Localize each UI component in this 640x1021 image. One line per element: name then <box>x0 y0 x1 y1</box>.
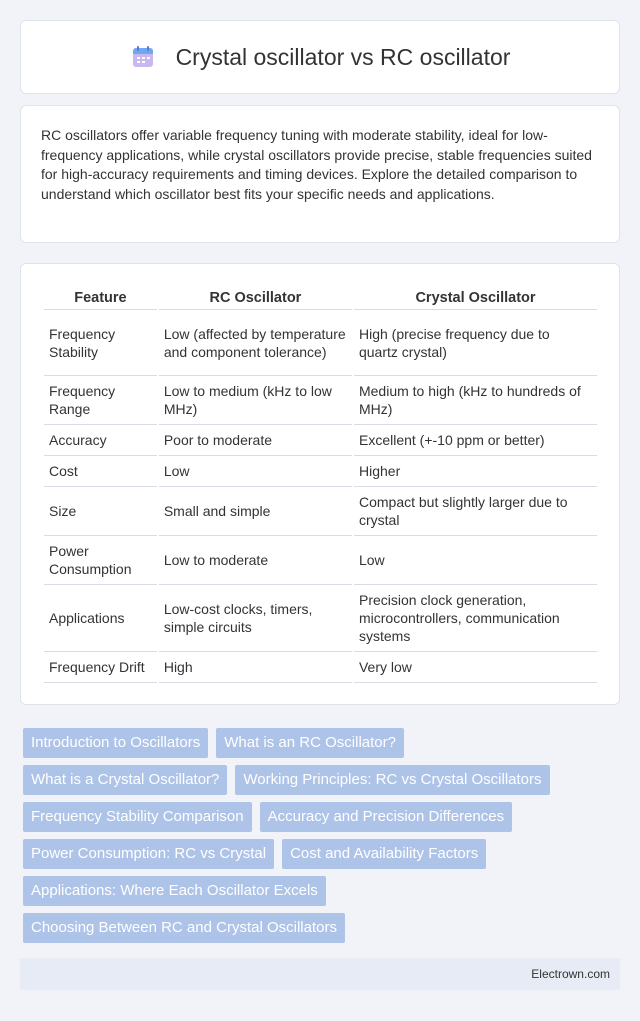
header-rc-oscillator: RC Oscillator <box>159 282 352 310</box>
header-feature: Feature <box>44 282 157 310</box>
tag-row <box>23 765 603 795</box>
table-cell-rc: Poor to moderate <box>159 425 352 456</box>
title-card <box>20 20 620 94</box>
table-cell-crystal: Higher <box>354 456 597 487</box>
header-crystal-oscillator: Crystal Oscillator <box>354 282 597 310</box>
comparison-table-card <box>20 263 620 705</box>
tag-row <box>23 839 603 869</box>
table-row <box>44 585 597 652</box>
table-cell-feature: Accuracy <box>44 425 157 456</box>
table-cell-rc: Low <box>159 456 352 487</box>
tag-link[interactable]: What is a Crystal Oscillator? <box>23 765 227 795</box>
topic-tags <box>23 728 603 950</box>
tag-row <box>23 802 603 832</box>
table-row <box>44 425 597 456</box>
table-cell-feature: Frequency Stability <box>44 310 157 376</box>
tag-link[interactable]: Choosing Between RC and Crystal Oscillators <box>23 913 345 943</box>
table-cell-rc: Low (affected by temperature and component tolerance) <box>159 310 352 376</box>
tag-link[interactable]: Applications: Where Each Oscillator Excels <box>23 876 326 906</box>
table-cell-crystal: Excellent (+-10 ppm or better) <box>354 425 597 456</box>
footer <box>20 958 620 990</box>
table-cell-feature: Cost <box>44 456 157 487</box>
tag-link[interactable]: Working Principles: RC vs Crystal Oscillators <box>235 765 549 795</box>
table-row <box>44 487 597 536</box>
table-cell-crystal: Medium to high (kHz to hundreds of MHz) <box>354 376 597 425</box>
table-cell-feature: Power Consumption <box>44 536 157 585</box>
table-cell-rc: Low to medium (kHz to low MHz) <box>159 376 352 425</box>
table-cell-feature: Size <box>44 487 157 536</box>
table-cell-rc: Low-cost clocks, timers, simple circuits <box>159 585 352 652</box>
tag-link[interactable]: Accuracy and Precision Differences <box>260 802 513 832</box>
table-cell-rc: Small and simple <box>159 487 352 536</box>
tag-row <box>23 728 603 758</box>
table-row <box>44 652 597 683</box>
table-cell-crystal: Precision clock generation, microcontrollers, communication systems <box>354 585 597 652</box>
table-cell-feature: Frequency Range <box>44 376 157 425</box>
table-header-row <box>44 282 597 310</box>
table-cell-rc: Low to moderate <box>159 536 352 585</box>
tag-link[interactable]: What is an RC Oscillator? <box>216 728 404 758</box>
tag-link[interactable]: Cost and Availability Factors <box>282 839 486 869</box>
intro-text: RC oscillators offer variable frequency tuning with moderate stability, ideal for low-frequency applications, while crystal oscillators provide precise, stable frequencies suited for high-accuracy requirements and timing devices. Explore the detailed comparison to understand which oscillator best fits your specific needs and applications. <box>41 127 592 202</box>
comparison-table <box>42 282 599 683</box>
tag-row <box>23 913 603 943</box>
table-cell-crystal: Compact but slightly larger due to crystal <box>354 487 597 536</box>
table-cell-crystal: High (precise frequency due to quartz crystal) <box>354 310 597 376</box>
tag-link[interactable]: Power Consumption: RC vs Crystal <box>23 839 274 869</box>
table-cell-feature: Applications <box>44 585 157 652</box>
tag-link[interactable]: Frequency Stability Comparison <box>23 802 252 832</box>
tag-link[interactable]: Introduction to Oscillators <box>23 728 208 758</box>
table-row <box>44 536 597 585</box>
intro-card <box>20 105 620 243</box>
calendar-document-icon <box>130 44 156 70</box>
table-row <box>44 456 597 487</box>
tag-row <box>23 876 603 906</box>
page-title: Crystal oscillator vs RC oscillator <box>175 43 511 70</box>
table-cell-crystal: Very low <box>354 652 597 683</box>
table-row <box>44 376 597 425</box>
table-cell-rc: High <box>159 652 352 683</box>
table-row <box>44 310 597 376</box>
table-cell-feature: Frequency Drift <box>44 652 157 683</box>
footer-site-name: Electrown.com <box>531 967 610 981</box>
table-cell-crystal: Low <box>354 536 597 585</box>
